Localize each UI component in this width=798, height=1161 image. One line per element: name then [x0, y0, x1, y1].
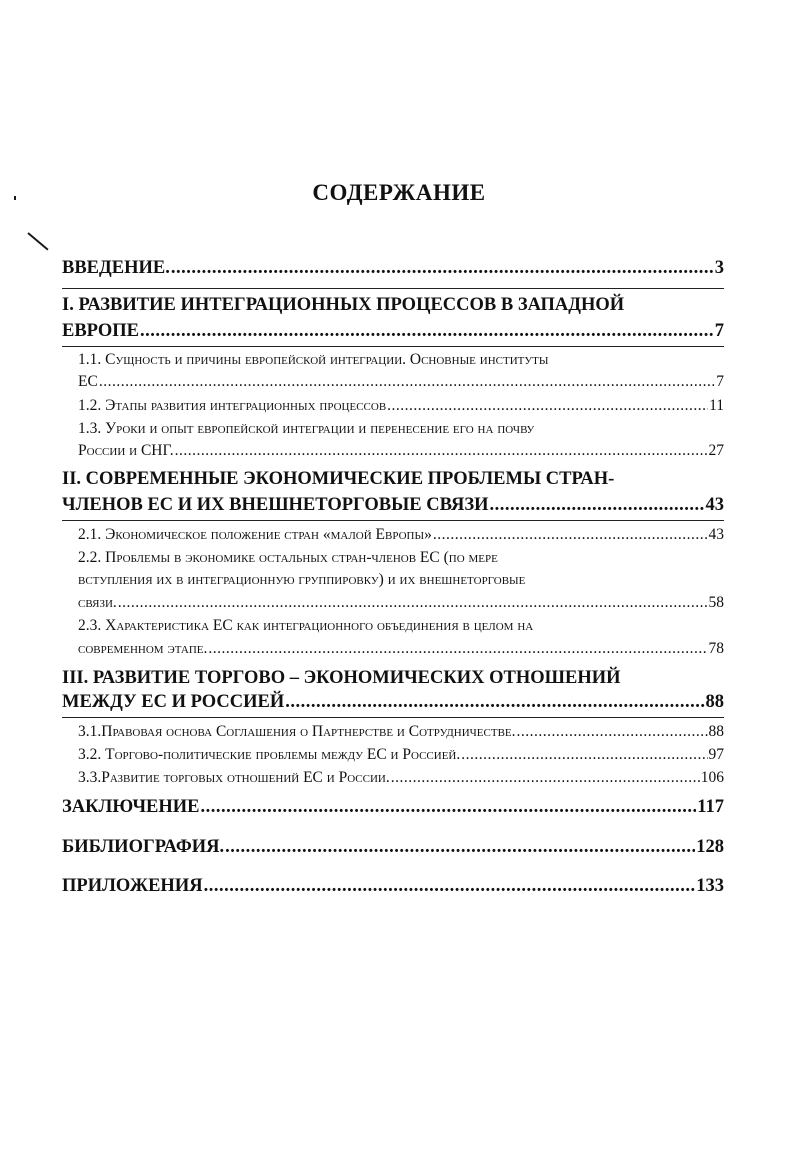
page-number: 43: [705, 495, 724, 515]
page-number: 43: [708, 526, 724, 543]
entry-label: 3.3.Развитие торговых отношений ЕС и России.: [78, 769, 390, 786]
page-number: 88: [708, 723, 724, 740]
page-number: 58: [708, 594, 724, 611]
entry-label: 3.1.Правовая основа Соглашения о Партнерстве и Сотрудничестве.: [78, 723, 516, 740]
page-number: 11: [709, 397, 724, 414]
entry-label: 2.1. Экономическое положение стран «малой Европы»: [78, 526, 432, 543]
section-1-3-line-1: 1.3. Уроки и опыт европейской интеграции и перенесение его на почву: [78, 420, 535, 437]
section-1-1-line-1: 1.1. Сущность и причины европейской интеграции. Основные институты: [78, 351, 549, 368]
toc-entry-section-3-2: [78, 746, 724, 764]
page-number: 128: [696, 837, 724, 857]
page-number: 106: [700, 769, 724, 786]
dot-leader: [99, 373, 715, 391]
dot-leader: [171, 258, 714, 279]
page-number: 27: [708, 442, 724, 459]
dot-leader: [225, 837, 695, 858]
divider-rule: [62, 520, 724, 521]
toc-entry-appendix: [62, 876, 724, 897]
page-number: 7: [714, 321, 724, 341]
dot-leader: [208, 640, 707, 658]
entry-label: современном этапе.: [78, 640, 208, 657]
entry-label: ЧЛЕНОВ ЕС И ИХ ВНЕШНЕТОРГОВЫЕ СВЯЗИ: [62, 495, 489, 515]
divider-rule: [62, 717, 724, 718]
chapter-2-title-line-1: II. СОВРЕМЕННЫЕ ЭКОНОМИЧЕСКИЕ ПРОБЛЕМЫ СТРАН-: [62, 469, 615, 489]
chapter-3-title-line-1: III. РАЗВИТИЕ ТОРГОВО – ЭКОНОМИЧЕСКИХ ОТНОШЕНИЙ: [62, 668, 621, 688]
toc-entry-chapter-2: [62, 495, 724, 516]
entry-label: 3.2. Торгово-политические проблемы между ЕС и Россией.: [78, 746, 461, 763]
dot-leader: [118, 594, 708, 612]
dot-leader: [461, 746, 707, 764]
toc-entry-conclusion: [62, 797, 724, 818]
entry-label: ПРИЛОЖЕНИЯ: [62, 876, 203, 896]
dot-leader: [204, 876, 696, 897]
dot-leader: [387, 397, 708, 415]
entry-label: ЕВРОПЕ: [62, 321, 139, 341]
dot-leader: [490, 495, 705, 516]
page-number: 97: [708, 746, 724, 763]
page-number: 117: [697, 797, 724, 817]
toc-entry-section-2-3: [78, 640, 724, 658]
toc-entry-section-3-1: [78, 723, 724, 741]
dot-leader: [433, 526, 708, 544]
toc-entry-chapter-1: [62, 321, 724, 342]
entry-label: БИБЛИОГРАФИЯ.: [62, 837, 225, 857]
divider-rule: [62, 288, 724, 289]
toc-entry-section-1-2: [78, 397, 724, 415]
chapter-1-title-line-1: I. РАЗВИТИЕ ИНТЕГРАЦИОННЫХ ПРОЦЕССОВ В ЗАПАДНОЙ: [62, 295, 625, 315]
dot-leader: [201, 797, 697, 818]
page-number: 3: [714, 258, 724, 278]
section-2-2-line-1: 2.2. Проблемы в экономике остальных стран-членов ЕС (по мере: [78, 549, 498, 566]
toc-entry-section-1-1: [78, 373, 724, 391]
entry-label: 1.2. Этапы развития интеграционных процессов: [78, 397, 387, 414]
toc-entry-chapter-3: [62, 692, 724, 713]
scan-stroke-mark: [27, 232, 48, 250]
entry-label: связи.: [78, 594, 117, 611]
toc-entry-section-3-3: [78, 769, 724, 787]
section-2-2-line-2: вступления их в интеграционную группировку) и их внешнеторговые: [78, 571, 526, 588]
dot-leader: [140, 321, 714, 342]
page-number: 7: [716, 373, 724, 390]
divider-rule: [62, 346, 724, 347]
entry-label: ЕС: [78, 373, 98, 390]
entry-label: России и СНГ.: [78, 442, 174, 459]
dot-leader: [175, 442, 708, 460]
section-2-3-line-1: 2.3. Характеристика ЕС как интеграционного объединения в целом на: [78, 617, 534, 634]
page-number: 78: [708, 640, 724, 657]
page-number: 88: [705, 692, 724, 712]
dot-leader: [517, 723, 708, 741]
toc-entry-section-2-1: [78, 526, 724, 544]
dot-leader: [391, 769, 700, 787]
toc-entry-bibliography: [62, 837, 724, 858]
entry-label: ВВЕДЕНИЕ.: [62, 258, 170, 278]
toc-entry-introduction: [62, 258, 724, 279]
entry-label: ЗАКЛЮЧЕНИЕ: [62, 797, 200, 817]
toc-entry-section-2-2: [78, 594, 724, 612]
toc-entry-section-1-3: [78, 442, 724, 460]
page-number: 133: [696, 876, 724, 896]
dot-leader: [285, 692, 704, 713]
page-title: СОДЕРЖАНИЕ: [312, 180, 486, 205]
entry-label: МЕЖДУ ЕС И РОССИЕЙ: [62, 692, 285, 712]
